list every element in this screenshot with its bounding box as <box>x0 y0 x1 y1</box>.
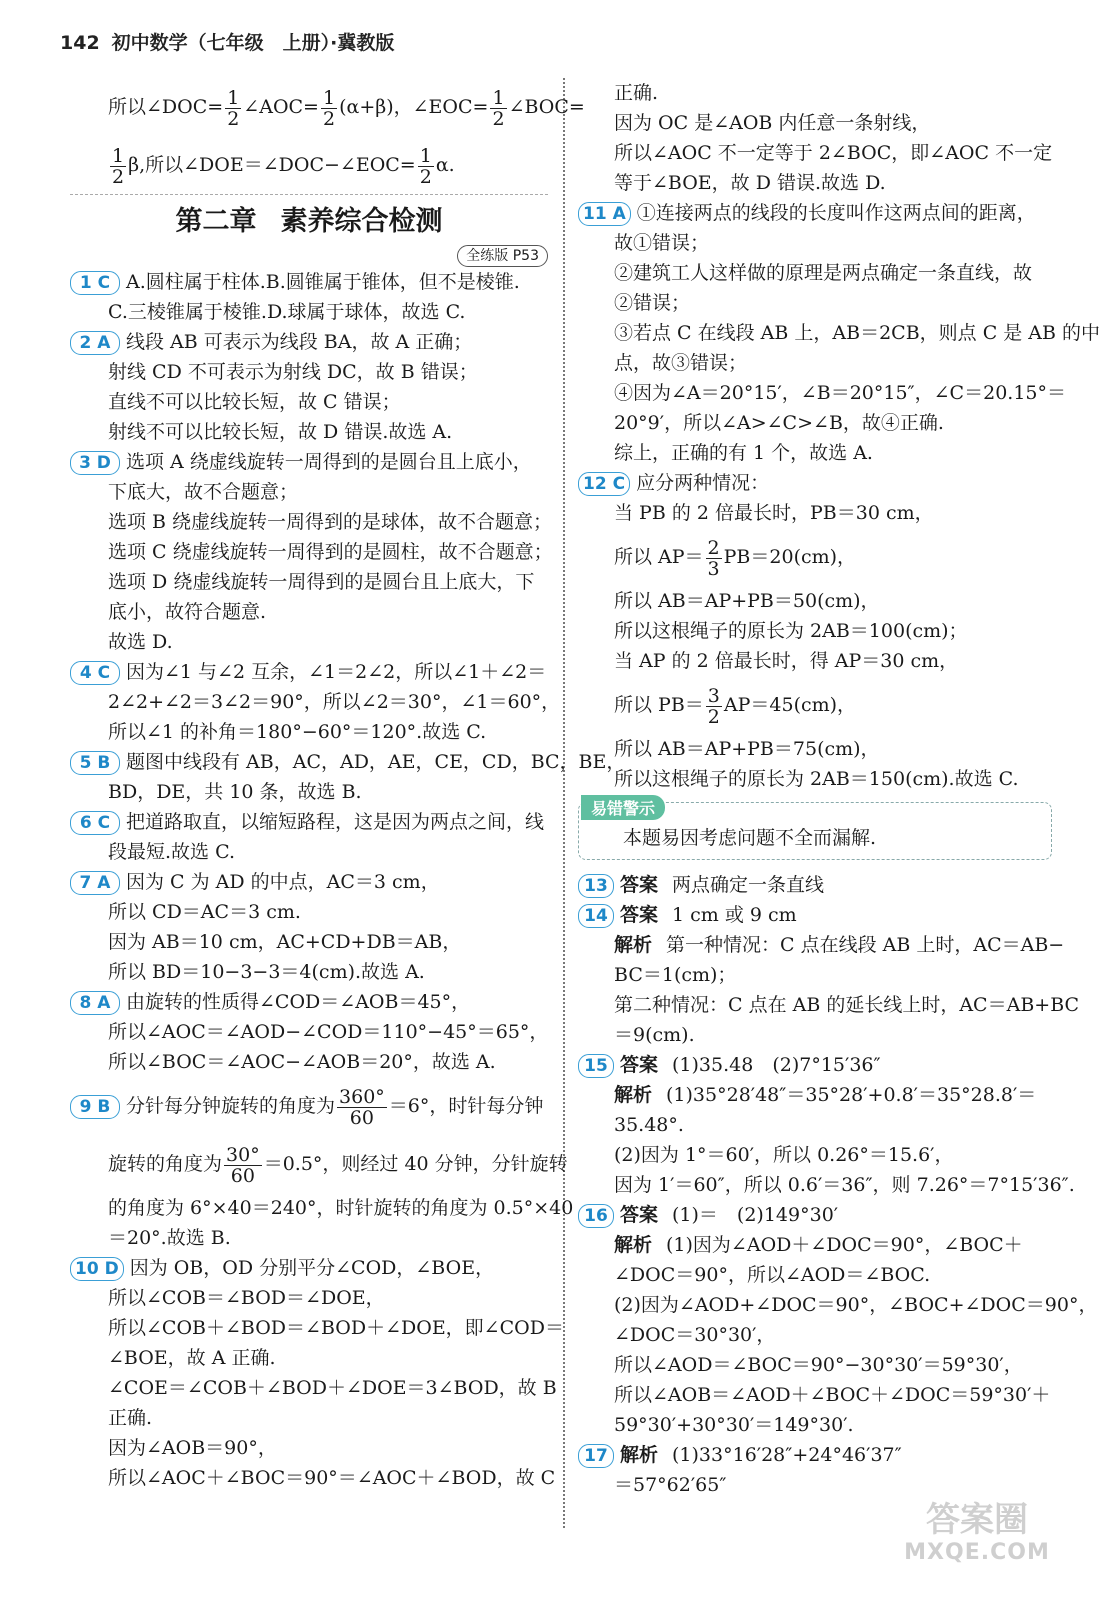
q11-line: 11 A ①连接两点的线段的长度叫作这两点间的距离， <box>578 198 1052 228</box>
fraction: $\frac{1}{2}$ <box>419 144 432 188</box>
warning-text: 本题易因考虑问题不全而漏解. <box>623 827 877 849</box>
fraction: $\frac{1}{2}$ <box>322 86 336 130</box>
q10-line: 10 D 因为 OB，OD 分别平分∠COD，∠BOE， <box>70 1253 548 1283</box>
question-badge: 14 <box>578 904 614 928</box>
q15-line: 15 答案 (1)35.48 (2)7°15′36″ <box>578 1050 1052 1080</box>
pre-line-2: $\frac{1}{2}$ β,所以∠DOE＝∠DOC−∠EOC= $\frac{1}{2}$ α. <box>112 144 455 188</box>
page-number: 142 <box>60 32 100 54</box>
watermark-logo: 答案圈 MXQE.COM <box>904 1500 1050 1565</box>
fraction: $\frac{1}{2}$ <box>492 86 505 130</box>
fraction: $\frac{1}{2}$ <box>112 144 125 188</box>
q4-line: 4 C 因为∠1 与∠2 互余，∠1＝2∠2，所以∠1＋∠2＝ <box>70 657 548 687</box>
question-badge: 2 A <box>70 331 120 355</box>
q7-line: 7 A 因为 C 为 AD 的中点，AC＝3 cm， <box>70 867 548 897</box>
q3-line: 3 D 选项 A 绕虚线旋转一周得到的是圆台且上底小， <box>70 447 548 477</box>
question-badge: 7 A <box>70 871 120 895</box>
right-column: 正确. 因为 OC 是∠AOB 内任意一条射线， 所以∠AOC 不一定等于 2∠BOC，即∠AOC 不一定 等于∠BOE，故 D 错误.故选 D. 11 A ①连接两点的线段的长度叫作这两点间的距离， 故①错误； ②建筑工人这样做的原理是两点确定一条直线，故 ②错误； ③若点 C 在线段 AB 上，AB＝2CB，则点 C 是 AB 的中 点，故③错误； ④因为∠A＝20°15′，∠B＝20°15″，∠C＝20.15°＝ 20°9′，所以∠A>∠C>∠B，故④正确. 综上，正确的有 1 个，故选 A. 12 C 应分两种情况： 当 PB 的 2 倍最长时，PB＝30 cm， 所以 AP＝ $\frac{2}{3}$ PB＝20(cm)， 所以 AB＝AP+PB＝50(cm)， 所以这根绳子的原长为 2AB＝100(cm)； 当 AP 的 2 倍最长时，得 AP＝30 cm， 所以 PB＝ $\frac{3}{2}$ AP＝45(cm)， 所以 AB＝AP+PB＝75(cm)， 所以这根绳子的原长为 2AB＝150(cm).故选 C. 易错警示 本题易因考虑问题不全而漏解. 13 答案 两点确定一条直线 14 答案 1 cm 或 9 cm 解析 第一种情况：C 点在线段 AB 上时，AC＝AB− BC＝1(cm)； 第二种情况：C 点在 AB 的延长线上时，AC＝AB+BC ＝9(cm). 15 答案 (1)35.48 (2)7°15′36″ 解析 (1)35°28′48″＝35°28′+0.8′＝35°28.8′＝ 35.48°. (2)因为 1°＝60′，所以 0.26°＝15.6′， 因为 1′＝60″，所以 0.6′＝36″，则 7.26°＝7°15′36″. 16 答案 (1)＝ (2)149°30′ 解析 (1)因为∠AOD＋∠DOC＝90°，∠BOC＋ ∠DOC＝90°，所以∠AOD＝∠BOC. (2)因为∠AOD+∠DOC＝90°，∠BOC+∠DOC＝90°， ∠DOC＝30°30′， 所以∠AOD＝∠BOC＝90°−30°30′＝59°30′， 所以∠AOB＝∠AOD＋∠BOC＋∠DOC＝59°30′＋ 59°30′+30°30′＝149°30′. 17 解析 (1)33°16′28″+24°46′37″ ＝57°62′65″ <box>578 78 1052 1500</box>
question-badge: 9 B <box>70 1095 120 1119</box>
page-header <box>60 28 394 55</box>
q12-line: 12 C 应分两种情况： <box>578 468 1052 498</box>
column-divider <box>563 78 565 1528</box>
warning-box <box>578 799 1052 860</box>
fraction: $\frac{1}{2}$ <box>227 86 240 130</box>
pre-line-1: 所以∠DOC= $\frac{1}{2}$ ∠AOC= $\frac{1}{2}$ (α+β)，∠EOC= $\frac{1}{2}$ ∠BOC= <box>108 86 585 130</box>
q6-line: 6 C 把道路取直，以缩短路程，这是因为两点之间，线 <box>70 807 548 837</box>
chapter-title: 第二章 素养综合检测 <box>175 206 443 237</box>
fraction: $\frac{2}{3}$ <box>707 536 720 580</box>
question-badge: 13 <box>578 874 614 898</box>
question-badge: 10 D <box>70 1257 124 1281</box>
question-badge: 12 C <box>578 472 630 496</box>
question-badge: 8 A <box>70 991 120 1015</box>
question-badge: 3 D <box>70 451 120 475</box>
q16-line: 16 答案 (1)＝ (2)149°30′ <box>578 1200 1052 1230</box>
q2-line: 2 A 线段 AB 可表示为线段 BA，故 A 正确； <box>70 327 548 357</box>
left-column: 所以∠DOC= $\frac{1}{2}$ ∠AOC= $\frac{1}{2}$ (α+β)，∠EOC= $\frac{1}{2}$ ∠BOC= $\frac{1}{2}$ β,所以∠DOE＝∠DOC−∠EOC= $\frac{1}{2}$ α. 第二章 素养综合检测 全练版 P53 1 C A.圆柱属于柱体.B.圆锥属于锥体，但不是棱锥. C.三棱锥属于棱锥.D.球属于球体，故选 C. 2 A 线段 AB 可表示为线段 BA，故 A 正确； 射线 CD 不可表示为射线 DC，故 B 错误； 直线不可以比较长短，故 C 错误； 射线不可以比较长短，故 D 错误.故选 A. 3 D 选项 A 绕虚线旋转一周得到的是圆台且上底小， 下底大，故不合题意； 选项 B 绕虚线旋转一周得到的是球体，故不合题意； 选项 C 绕虚线旋转一周得到的是圆柱，故不合题意； 选项 D 绕虚线旋转一周得到的是圆台且上底大，下 底小，故符合题意. 故选 D. 4 C 因为∠1 与∠2 互余，∠1＝2∠2，所以∠1＋∠2＝ 2∠2+∠2＝3∠2＝90°，所以∠2＝30°，∠1＝60°， 所以∠1 的补角＝180°−60°＝120°.故选 C. 5 B 题图中线段有 AB，AC，AD，AE，CE，CD，BC，BE， BD，DE，共 10 条，故选 B. 6 C 把道路取直，以缩短路程，这是因为两点之间，线 段最短.故选 C. 7 A 因为 C 为 AD 的中点，AC＝3 cm， 所以 CD＝AC＝3 cm. 因为 AB＝10 cm，AC+CD+DB＝AB， 所以 BD＝10−3−3＝4(cm).故选 A. 8 A 由旋转的性质得∠COD＝∠AOB＝45°， 所以∠AOC＝∠AOD−∠COD＝110°−45°＝65°， 所以∠BOC＝∠AOC−∠AOB＝20°，故选 A. 9 B 分针每分钟旋转的角度为 $\frac{360^\circ}{60}$ ＝6°，时针每分钟 旋转的角度为 $\frac{30^\circ}{60}$ ＝0.5°，则经过 40 分钟，分针旋转 的角度为 6°×40＝240°，时针旋转的角度为 0.5°×40 ＝20°.故选 B. 10 D 因为 OB，OD 分别平分∠COD，∠BOE， 所以∠COB＝∠BOD＝∠DOE， 所以∠COB＋∠BOD＝∠BOD＋∠DOE，即∠COD＝ ∠BOE，故 A 正确. ∠COE＝∠COB＋∠BOD＋∠DOE＝3∠BOD，故 B 正确. 因为∠AOB＝90°， 所以∠AOC＋∠BOC＝90°＝∠AOC＋∠BOD，故 C <box>70 78 548 1493</box>
question-badge: 6 C <box>70 811 120 835</box>
question-badge: 17 <box>578 1444 614 1468</box>
q14-line: 14 答案 1 cm 或 9 cm <box>578 900 1052 930</box>
chapter-ref: 全练版 P53 <box>70 243 548 267</box>
q8-line: 8 A 由旋转的性质得∠COD＝∠AOB＝45°， <box>70 987 548 1017</box>
fraction: $\frac{360^\circ}{60}$ <box>339 1085 385 1129</box>
question-badge: 15 <box>578 1054 614 1078</box>
fraction: $\frac{3}{2}$ <box>707 684 720 728</box>
q1-line: 1 C A.圆柱属于柱体.B.圆锥属于锥体，但不是棱锥. <box>70 267 548 297</box>
question-badge: 5 B <box>70 751 120 775</box>
warning-label: 易错警示 <box>581 795 665 820</box>
fraction: $\frac{30^\circ}{60}$ <box>226 1143 260 1187</box>
q5-line: 5 B 题图中线段有 AB，AC，AD，AE，CE，CD，BC，BE， <box>70 747 548 777</box>
title-rule <box>70 194 548 195</box>
question-badge: 4 C <box>70 661 120 685</box>
q17-line: 17 解析 (1)33°16′28″+24°46′37″ <box>578 1440 1052 1470</box>
question-badge: 1 C <box>70 271 120 295</box>
q13-line: 13 答案 两点确定一条直线 <box>578 870 1052 900</box>
question-badge: 11 A <box>578 202 631 226</box>
book-title: 初中数学（七年级 上册）·冀教版 <box>111 32 395 54</box>
question-badge: 16 <box>578 1204 614 1228</box>
q9-line: 9 B 分针每分钟旋转的角度为 $\frac{360^\circ}{60}$ ＝6°，时针每分钟 <box>70 1077 548 1135</box>
